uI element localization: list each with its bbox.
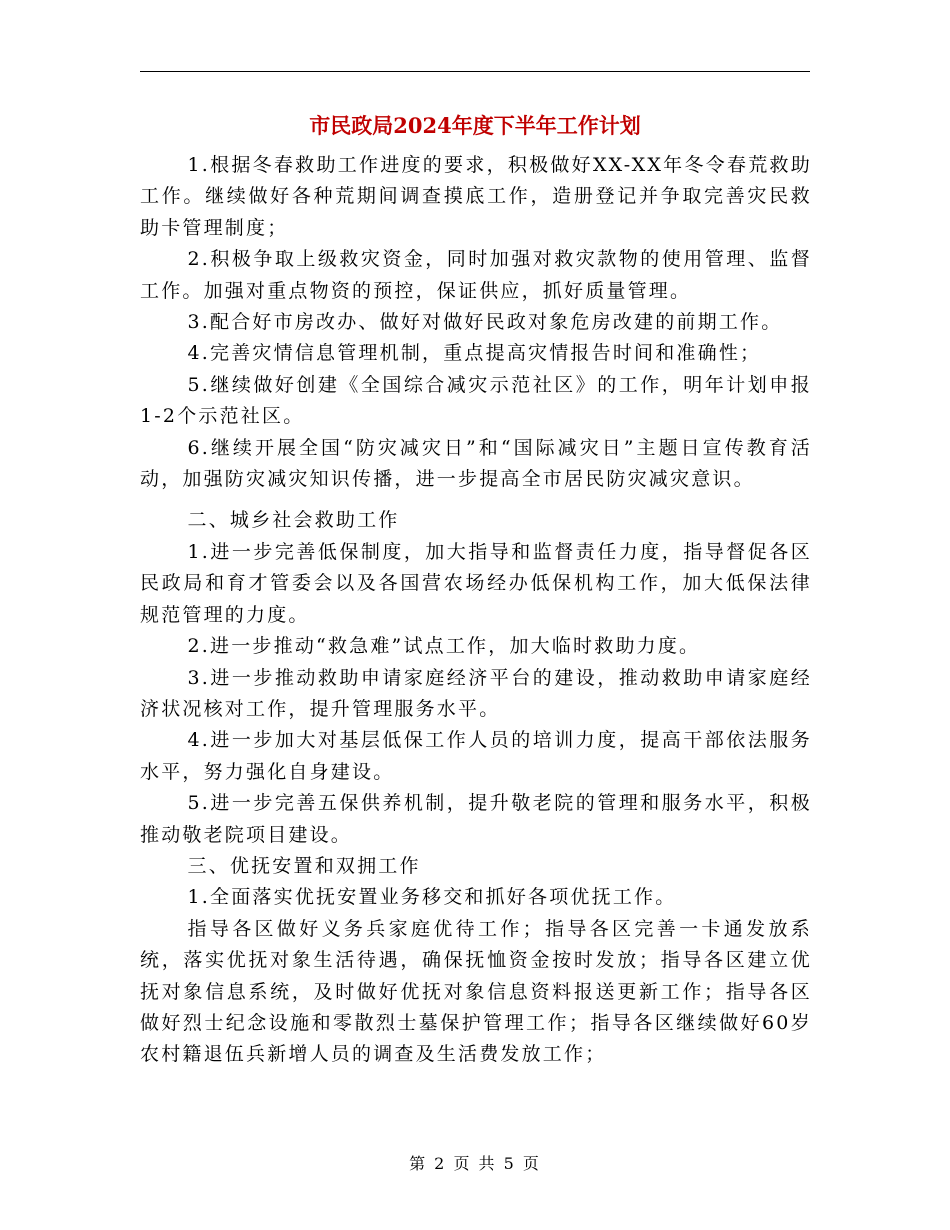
paragraph-assistance-3: 3.进一步推动救助申请家庭经济平台的建设，推动救助申请家庭经济状况核对工作，提升管理服务水平。 [140,666,812,720]
paragraph-relief-1: 1.根据冬春救助工作进度的要求，积极做好XX-XX年冬令春荒救助工作。继续做好各种荒期间调查摸底工作，造册登记并争取完善灾民救助卡管理制度； [140,154,812,239]
paragraph-relief-4: 4.完善灾情信息管理机制，重点提高灾情报告时间和准确性； [187,342,762,365]
paragraph-relief-3: 3.配合好市房改办、做好对做好民政对象危房改建的前期工作。 [187,311,783,334]
header-rule [140,71,810,72]
paragraph-relief-6: 6.继续开展全国“防灾减灾日”和“国际减灾日”主题日宣传教育活动，加强防灾减灾知识传播，进一步提高全市居民防灾减灾意识。 [140,436,812,491]
document-title: 市民政局2024年度下半年工作计划 [309,113,641,138]
paragraph-veterans-1: 1.全面落实优抚安置业务移交和抓好各项优抚工作。 [187,886,677,909]
paragraph-assistance-2: 2.进一步推动“救急难”试点工作，加大临时救助力度。 [187,635,701,658]
paragraph-assistance-4: 4.进一步加大对基层低保工作人员的培训力度，提高干部依法服务水平，努力强化自身建设。 [140,729,812,783]
footer-suffix: 页 [522,1154,541,1173]
paragraph-assistance-5: 5.进一步完善五保供养机制，提升敬老院的管理和服务水平，积极推动敬老院项目建设。 [140,792,812,846]
section-gap [140,495,812,505]
paragraph-relief-5: 5.继续做好创建《全国综合减灾示范社区》的工作，明年计划申报1-2个示范社区。 [140,373,812,428]
paragraph-assistance-1: 1.进一步完善低保制度，加大指导和监督责任力度，指导督促各区民政局和育才管委会以及各国营农场经办低保机构工作，加大低保法律规范管理的力度。 [140,540,812,626]
footer-total-pages: 5 [503,1154,516,1173]
paragraph-veterans-guidance: 指导各区做好义务兵家庭优待工作；指导各区完善一卡通发放系统，落实优抚对象生活待遇，确保抚恤资金按时发放；指导各区建立优抚对象信息系统，及时做好优抚对象信息资料报送更新工作；指导各区做好烈士纪念设施和零散烈士墓保护管理工作；指导各区继续做好60岁农村籍退伍兵新增人员的调查及生活费发放工作； [140,917,812,1066]
paragraph-relief-2: 2.积极争取上级救灾资金，同时加强对救灾款物的使用管理、监督工作。加强对重点物资的预控，保证供应，抓好质量管理。 [140,248,812,302]
footer-middle: 页 共 [453,1154,497,1173]
section-heading-social-assistance: 二、城乡社会救助工作 [187,509,400,532]
document-body [140,150,812,1071]
footer-prefix: 第 [409,1154,428,1173]
footer-page-number: 2 [434,1154,447,1173]
page-footer [0,1153,950,1175]
section-heading-veterans: 三、优抚安置和双拥工作 [187,854,421,877]
